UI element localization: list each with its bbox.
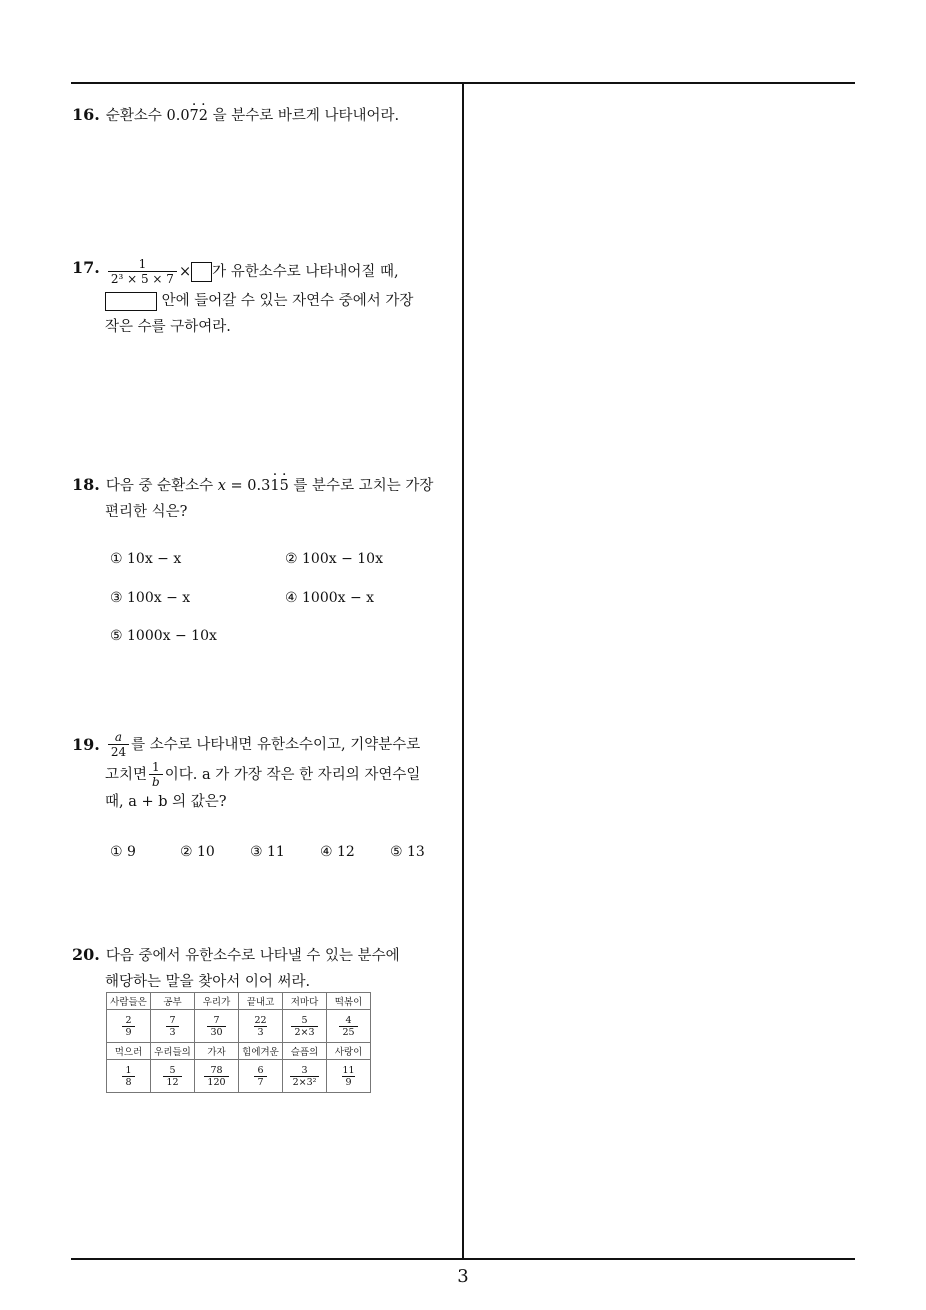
- word-cell: 가자: [195, 1043, 239, 1060]
- table-row: [107, 1010, 371, 1043]
- word-cell: 사람들은: [107, 993, 151, 1010]
- table-row: [107, 993, 371, 1010]
- word-cell: 우리들의: [151, 1043, 195, 1060]
- fraction-cell: $\frac{11}{9}$: [327, 1060, 371, 1093]
- fraction-cell: $\frac{22}{3}$: [239, 1010, 283, 1043]
- question-19: 19. $\frac{a}{24}$ 를 소수로 나타내면 유한소수이고, 기약분수로 고치면 $\frac{1}{b}$ 이다. a 가 가장 작은 한 자리의 자연수일 때, a + b 의 값은?: [72, 730, 421, 810]
- question-number: 20.: [72, 945, 100, 964]
- word-cell: 끝내고: [239, 993, 283, 1010]
- question-number: 17.: [72, 258, 100, 277]
- fraction-cell: $\frac{4}{25}$: [327, 1010, 371, 1043]
- option-3[interactable]: ③ 11: [250, 844, 285, 860]
- option-4[interactable]: ④ 1000x − x: [285, 590, 375, 606]
- option-5[interactable]: ⑤ 1000x − 10x: [110, 628, 217, 644]
- option-2[interactable]: ② 100x − 10x: [285, 551, 383, 567]
- question-20: 20. 다음 중에서 유한소수로 나타낼 수 있는 분수에 해당하는 말을 찾아서 이어 써라.: [72, 945, 400, 990]
- word-cell: 저마다: [283, 993, 327, 1010]
- fraction-cell: $\frac{5}{12}$: [151, 1060, 195, 1093]
- fraction: $\frac{1}{\text{2³ × 5 × 7}}$: [108, 257, 177, 286]
- fraction: $\frac{1}{b}$: [149, 760, 163, 789]
- word-cell: 먹으러: [107, 1043, 151, 1060]
- column-divider: [462, 82, 464, 1259]
- fraction-cell: $\frac{2}{9}$: [107, 1010, 151, 1043]
- word-cell: 공부: [151, 993, 195, 1010]
- word-fraction-table: [106, 992, 371, 1093]
- word-cell: 힘에겨운: [239, 1043, 283, 1060]
- question-16: 16. 순환소수 0.07 ·2 · 을 분수로 바르게 나타내어라.: [72, 102, 452, 129]
- option-5[interactable]: ⑤ 13: [390, 844, 425, 860]
- option-3[interactable]: ③ 100x − x: [110, 590, 191, 606]
- question-18: 18. 다음 중 순환소수 x = 0.31 ·5 · 를 분수로 고치는 가장 편리한 식은?: [72, 472, 452, 525]
- fraction-cell: $\frac{3}{\text{2×3²}}$: [283, 1060, 327, 1093]
- table-row: [107, 1060, 371, 1093]
- fraction-cell: $\frac{1}{8}$: [107, 1060, 151, 1093]
- fraction-cell: $\frac{7}{3}$: [151, 1010, 195, 1043]
- question-number: 16.: [72, 105, 100, 124]
- fraction-cell: $\frac{6}{7}$: [239, 1060, 283, 1093]
- word-cell: 사랑이: [327, 1043, 371, 1060]
- option-2[interactable]: ② 10: [180, 844, 215, 860]
- word-cell: 슬픔의: [283, 1043, 327, 1060]
- bottom-rule: [71, 1258, 855, 1260]
- option-1[interactable]: ① 9: [110, 844, 136, 860]
- fraction-cell: $\frac{5}{2\times 3}$: [283, 1010, 327, 1043]
- word-cell: 떡볶이: [327, 993, 371, 1010]
- word-cell: 우리가: [195, 993, 239, 1010]
- answer-blank-small: [191, 262, 212, 282]
- fraction-cell: $\frac{7}{30}$: [195, 1010, 239, 1043]
- question-number: 19.: [72, 734, 100, 754]
- table-row: [107, 1043, 371, 1060]
- fraction: $\frac{a}{24}$: [108, 730, 129, 759]
- option-1[interactable]: ① 10x − x: [110, 551, 182, 567]
- option-4[interactable]: ④ 12: [320, 844, 355, 860]
- fraction-cell: $\frac{78}{120}$: [195, 1060, 239, 1093]
- answer-blank-wide: [105, 292, 157, 311]
- question-17: 17. $\frac{1}{\text{2³ × 5 × 7}}$ × 가 유한소수로 나타내어질 때, 안에 들어갈 수 있는 자연수 중에서 가장 작은 수를 구하여라.: [72, 257, 414, 335]
- question-number: 18.: [72, 475, 100, 494]
- page-number: 3: [457, 1266, 469, 1287]
